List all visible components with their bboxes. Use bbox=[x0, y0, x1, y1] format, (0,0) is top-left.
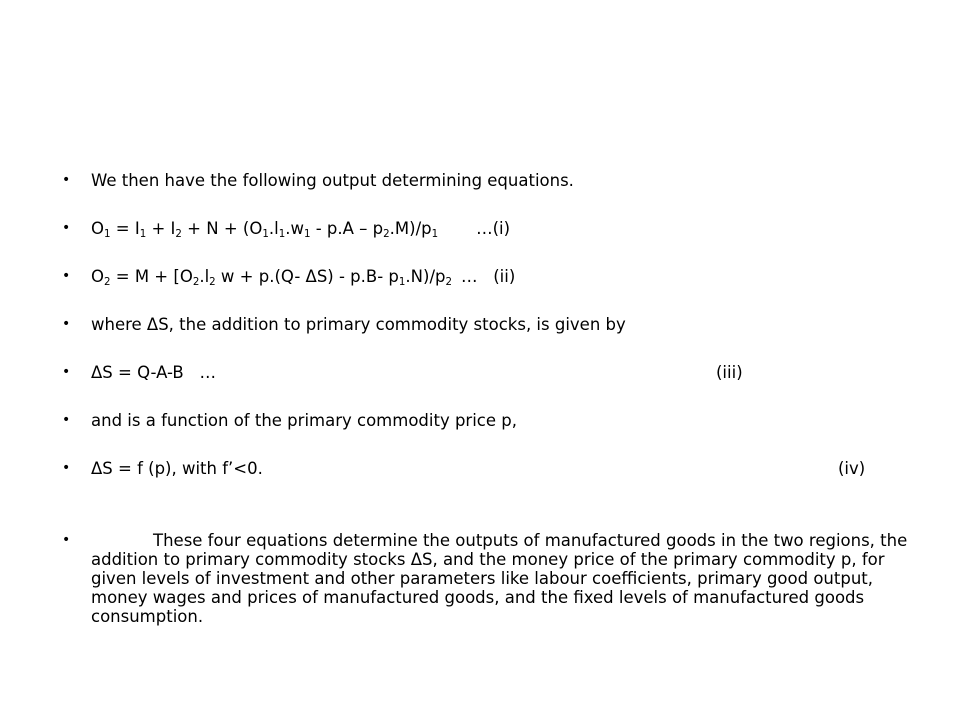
bullet-dot: • bbox=[62, 412, 71, 428]
equation-4-tag: (iv) bbox=[838, 459, 866, 478]
bullet-dot: • bbox=[62, 172, 71, 188]
paragraph-text: These four equations determine the outputs of manufactured goods in the two regions, the addition to primary commodity stocks ΔS, and the money price of the primary commodity p, for given levels of investment and other parameters like labour coefficients, primary good output, money wages and prices of manufactured goods, and the fixed levels of manufactured goods consumption. bbox=[91, 531, 908, 626]
bullet-dot: • bbox=[62, 532, 71, 548]
function-text: and is a function of the primary commodity price p, bbox=[91, 411, 517, 430]
bullet-dot: • bbox=[62, 268, 71, 284]
equation-3: ΔS = Q-A-B … bbox=[91, 363, 216, 382]
equation-1: $O_1 = I_1 + I_2 + N + (O_1.l_1.w_1 - p.A - p_2.M)/p_1$ …(i) bbox=[91, 219, 511, 240]
equation-1-tag: …(i) bbox=[476, 219, 511, 238]
intro-text: We then have the following output determining equations. bbox=[91, 171, 574, 190]
bullet-dot: • bbox=[62, 364, 71, 380]
equation-4: ΔS = f (p), with f’<0. bbox=[91, 459, 263, 478]
where-text: where ΔS, the addition to primary commodity stocks, is given by bbox=[91, 315, 626, 334]
bullet-paragraph bbox=[62, 531, 912, 626]
bullet-dot: • bbox=[62, 460, 71, 476]
equation-2-tag: … (ii) bbox=[461, 267, 516, 286]
bullet-dot: • bbox=[62, 220, 71, 236]
bullet-dot: • bbox=[62, 316, 71, 332]
equation-3-tag: (iii) bbox=[716, 363, 743, 382]
equation-2: $O_2 = M + [O_2.l_2$ w + p.(Q- ΔS) - p.B- $p_1.N)/p_2$ … (ii) bbox=[91, 267, 516, 288]
